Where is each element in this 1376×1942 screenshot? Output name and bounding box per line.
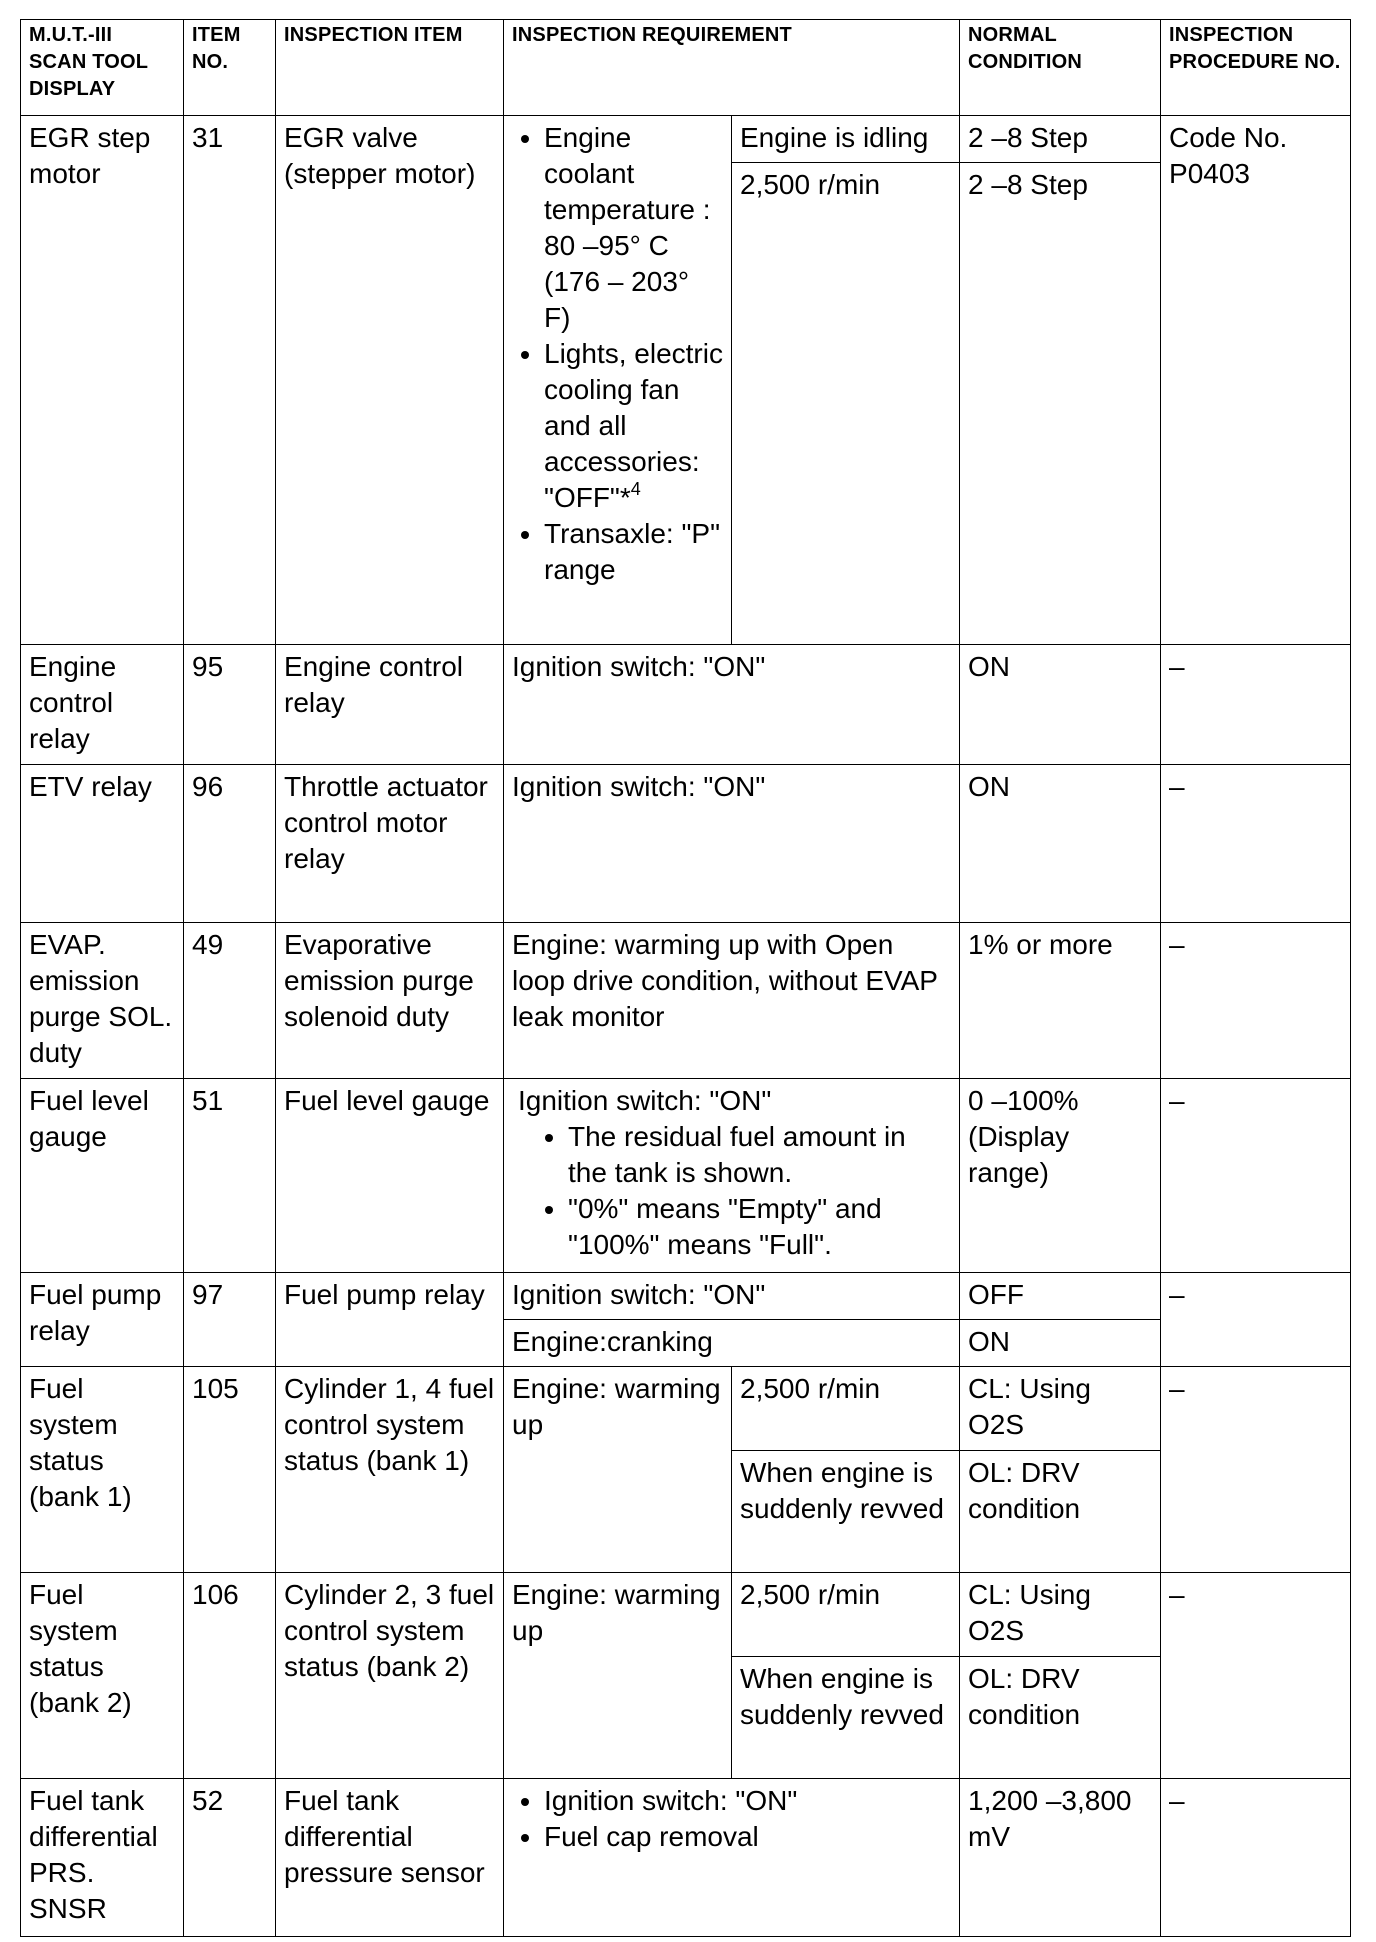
cell-inspection-item: Cylinder 1, 4 fuel control system status (bank 1) <box>276 1367 504 1573</box>
cell-item-no: 105 <box>184 1367 276 1573</box>
list-item: • "0%" means "Empty" and "100%" means "Full". <box>568 1191 951 1263</box>
cell-display: ETV relay <box>21 765 184 923</box>
cell-item-no: 95 <box>184 645 276 765</box>
cell-procedure-no: Code No. P0403 <box>1161 116 1351 645</box>
list-item: • Engine coolant temperature : 80 –95° C (176 – 203° F) <box>544 120 723 336</box>
cell-display: Fuel level gauge <box>21 1079 184 1273</box>
cell-item-no: 31 <box>184 116 276 645</box>
header-row <box>21 20 1351 116</box>
cell-item-no: 96 <box>184 765 276 923</box>
cell-normal-condition: 1,200 –3,800 mV <box>960 1779 1161 1937</box>
cell-display: Fuel system status (bank 2) <box>21 1573 184 1779</box>
cell-item-no: 52 <box>184 1779 276 1937</box>
cell-requirement: Engine:cranking <box>504 1320 960 1367</box>
header-inspection-item: INSPECTION ITEM <box>276 20 504 116</box>
cell-sub-condition: Engine is idling <box>732 116 960 163</box>
cell-normal-condition: OFF <box>960 1273 1161 1320</box>
table-row <box>21 1079 1351 1273</box>
cell-display: EVAP. emission purge SOL. duty <box>21 923 184 1079</box>
cell-requirement <box>504 116 732 645</box>
cell-normal-condition: 2 –8 Step <box>960 116 1161 163</box>
cell-inspection-item: Fuel level gauge <box>276 1079 504 1273</box>
header-display: M.U.T.-III SCAN TOOL DISPLAY <box>21 20 184 116</box>
requirement-bullet-list <box>508 120 723 588</box>
cell-display: Fuel pump relay <box>21 1273 184 1367</box>
table-row <box>21 1573 1351 1657</box>
cell-procedure-no: – <box>1161 765 1351 923</box>
cell-display: Engine control relay <box>21 645 184 765</box>
inspection-table <box>20 19 1351 1937</box>
cell-procedure-no: – <box>1161 923 1351 1079</box>
cell-requirement: Ignition switch: "ON" <box>504 1273 960 1320</box>
table-row <box>21 1273 1351 1320</box>
cell-sub-condition: When engine is suddenly revved <box>732 1451 960 1573</box>
header-inspection-requirement: INSPECTION REQUIREMENT <box>504 20 960 116</box>
list-item: • Transaxle: "P" range <box>544 516 723 588</box>
cell-normal-condition: OL: DRV condition <box>960 1657 1161 1779</box>
header-normal-condition: NORMAL CONDITION <box>960 20 1161 116</box>
cell-requirement: Ignition switch: "ON" <box>504 765 960 923</box>
cell-sub-condition: 2,500 r/min <box>732 163 960 645</box>
cell-normal-condition: OL: DRV condition <box>960 1451 1161 1573</box>
cell-normal-condition: 1% or more <box>960 923 1161 1079</box>
cell-sub-condition: 2,500 r/min <box>732 1573 960 1657</box>
cell-procedure-no: – <box>1161 1273 1351 1367</box>
table-row <box>21 1367 1351 1451</box>
table-row <box>21 1779 1351 1937</box>
table-row <box>21 765 1351 923</box>
requirement-bullet-list <box>518 1119 951 1263</box>
list-item: • Fuel cap removal <box>544 1819 951 1855</box>
table-row <box>21 645 1351 765</box>
cell-inspection-item: Fuel tank differential pressure sensor <box>276 1779 504 1937</box>
requirement-bullet-list <box>508 1783 951 1855</box>
cell-display: Fuel system status (bank 1) <box>21 1367 184 1573</box>
cell-inspection-item: Engine control relay <box>276 645 504 765</box>
cell-normal-condition: ON <box>960 765 1161 923</box>
table-row <box>21 923 1351 1079</box>
cell-requirement: Ignition switch: "ON" <box>504 645 960 765</box>
cell-requirement: Engine: warming up <box>504 1573 732 1779</box>
cell-display: EGR step motor <box>21 116 184 645</box>
cell-normal-condition: CL: Using O2S <box>960 1573 1161 1657</box>
cell-procedure-no: – <box>1161 1367 1351 1573</box>
cell-inspection-item: Fuel pump relay <box>276 1273 504 1367</box>
requirement-intro: Ignition switch: "ON" <box>518 1085 772 1116</box>
cell-item-no: 97 <box>184 1273 276 1367</box>
cell-inspection-item: EGR valve (stepper motor) <box>276 116 504 645</box>
list-item <box>544 336 723 516</box>
cell-inspection-item: Throttle actuator control motor relay <box>276 765 504 923</box>
cell-item-no: 106 <box>184 1573 276 1779</box>
footnote-mark: 4 <box>630 479 641 499</box>
header-item-no: ITEM NO. <box>184 20 276 116</box>
cell-normal-condition: 0 –100% (Display range) <box>960 1079 1161 1273</box>
cell-procedure-no: – <box>1161 645 1351 765</box>
cell-procedure-no: – <box>1161 1573 1351 1779</box>
cell-procedure-no: – <box>1161 1779 1351 1937</box>
list-item: • Ignition switch: "ON" <box>544 1783 951 1819</box>
cell-sub-condition: When engine is suddenly revved <box>732 1657 960 1779</box>
cell-normal-condition: 2 –8 Step <box>960 163 1161 645</box>
cell-requirement <box>504 1079 960 1273</box>
cell-normal-condition: ON <box>960 1320 1161 1367</box>
cell-item-no: 49 <box>184 923 276 1079</box>
cell-requirement <box>504 1779 960 1937</box>
list-item: • The residual fuel amount in the tank is shown. <box>568 1119 951 1191</box>
table-row <box>21 116 1351 163</box>
cell-normal-condition: ON <box>960 645 1161 765</box>
cell-sub-condition: 2,500 r/min <box>732 1367 960 1451</box>
cell-procedure-no: – <box>1161 1079 1351 1273</box>
cell-display: Fuel tank differential PRS. SNSR <box>21 1779 184 1937</box>
header-procedure-no: INSPECTION PROCEDURE NO. <box>1161 20 1351 116</box>
cell-inspection-item: Cylinder 2, 3 fuel control system status (bank 2) <box>276 1573 504 1779</box>
cell-normal-condition: CL: Using O2S <box>960 1367 1161 1451</box>
cell-item-no: 51 <box>184 1079 276 1273</box>
cell-requirement: Engine: warming up <box>504 1367 732 1573</box>
cell-inspection-item: Evaporative emission purge solenoid duty <box>276 923 504 1079</box>
list-item-text: Lights, electric cooling fan and all accessories: "OFF"* <box>544 338 723 513</box>
cell-requirement: Engine: warming up with Open loop drive condition, without EVAP leak monitor <box>504 923 960 1079</box>
